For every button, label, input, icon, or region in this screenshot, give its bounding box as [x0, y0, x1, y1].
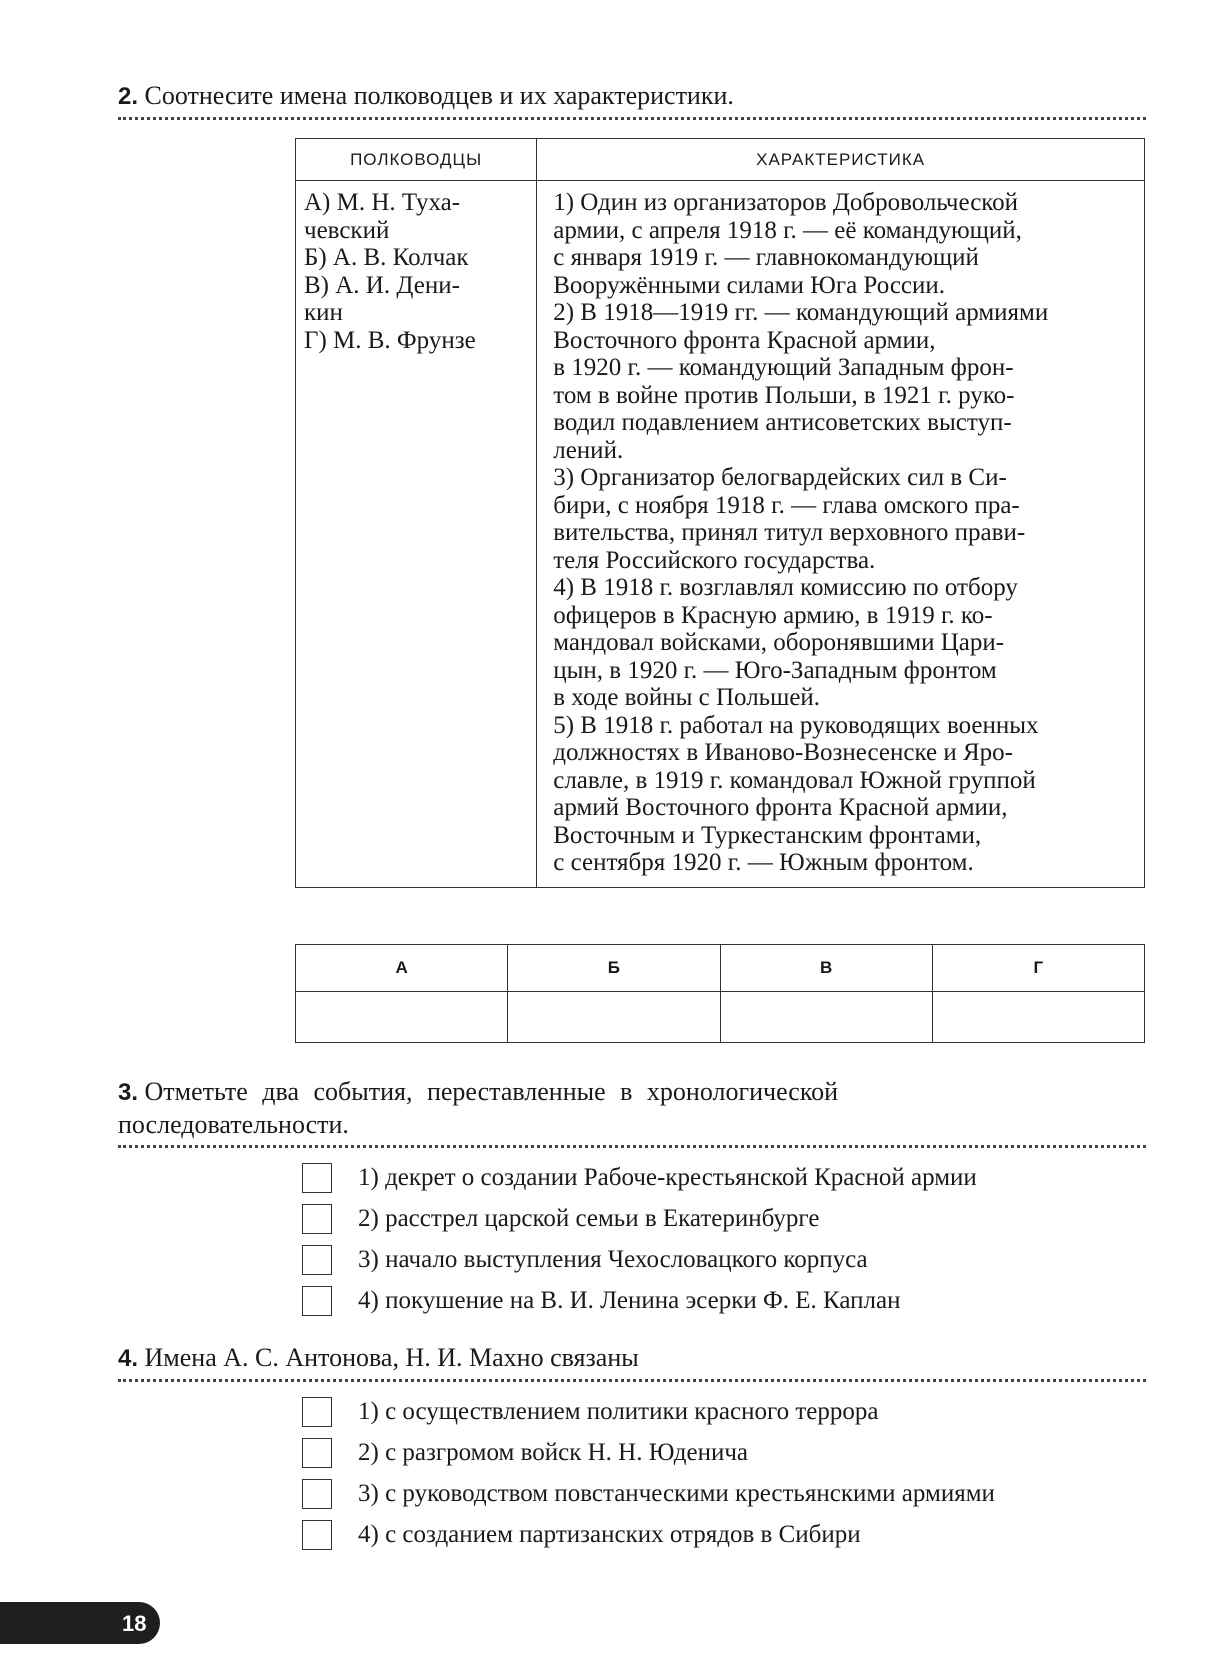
option-label: 2) с разгромом войск Н. Н. Юденича: [358, 1438, 749, 1466]
commander-line: кин: [304, 299, 343, 326]
characteristic-line: 5) В 1918 г. работал на руководящих военных: [553, 711, 1039, 739]
characteristic-line: цын, в 1920 г. — Юго-Западным фронтом: [553, 656, 997, 684]
task-3-options: [302, 1160, 977, 1318]
commanders-table: [295, 138, 1145, 888]
characteristic-line: том в войне против Польши, в 1921 г. руко-: [553, 381, 1015, 409]
task-2-text: Соотнесите имена полководцев и их характеристики.: [144, 81, 734, 110]
option-item: [302, 1242, 977, 1277]
task-2-number: 2.: [118, 83, 139, 110]
task-2-header: [118, 80, 1146, 120]
commander-line: Б) А. В. Колчак: [304, 244, 469, 271]
col-header-commanders: ПОЛКОВОДЦЫ: [296, 139, 537, 181]
characteristic-line: армий Восточного фронта Красной армии,: [553, 794, 1008, 821]
commander-line: Г) М. В. Фрунзе: [304, 326, 476, 354]
characteristic-line: бири, с ноября 1918 г. — глава омского пра-: [553, 491, 1020, 519]
task-3-text: Отметьте два события, переставленные в хронологической: [144, 1077, 839, 1106]
task-4-options: [302, 1394, 995, 1552]
characteristic-line: теля Российского государства.: [553, 546, 876, 574]
answer-header-v: В: [720, 945, 932, 992]
option-label: 1) с осуществлением политики красного террора: [358, 1397, 879, 1425]
task-3-number: 3.: [118, 1079, 139, 1106]
option-item: [302, 1476, 995, 1511]
characteristic-line: лений.: [553, 436, 624, 464]
task-3-line-2: последовательности.: [118, 1110, 349, 1139]
option-checkbox[interactable]: [302, 1479, 332, 1509]
answer-cell-a[interactable]: [296, 992, 508, 1043]
characteristic-line: 2) В 1918—1919 гг. — командующий армиями: [553, 299, 1049, 326]
option-item: [302, 1394, 995, 1429]
characteristic-line: должностях в Иваново-Вознесенске и Яро-: [553, 739, 1013, 766]
task-4-text: Имена А. С. Антонова, Н. И. Махно связаны: [144, 1343, 639, 1372]
characteristic-line: Вооружёнными силами Юга России.: [553, 271, 946, 299]
answer-header-g: Г: [932, 945, 1144, 992]
characteristic-line: с сентября 1920 г. — Южным фронтом.: [553, 849, 974, 876]
characteristic-line: водил подавлением антисоветских выступ-: [553, 409, 1012, 436]
col-header-characteristics: ХАРАКТЕРИСТИКА: [537, 139, 1145, 181]
commander-line: чевский: [304, 216, 390, 244]
characteristic-line: вительства, принял титул верховного прави-: [553, 519, 1026, 546]
commanders-cell: [296, 181, 537, 888]
option-checkbox[interactable]: [302, 1520, 332, 1550]
characteristic-line: офицеров в Красную армию, в 1919 г. ко-: [553, 601, 993, 629]
answer-cell-v[interactable]: [720, 992, 932, 1043]
task-3-prompt: [118, 1076, 1146, 1148]
characteristic-line: в ходе войны с Польшей.: [553, 684, 821, 711]
characteristic-line: Восточного фронта Красной армии,: [553, 326, 936, 354]
option-label: 4) с созданием партизанских отрядов в Сибири: [358, 1520, 861, 1548]
characteristic-line: в 1920 г. — командующий Западным фрон-: [553, 354, 1014, 381]
option-checkbox[interactable]: [302, 1163, 332, 1193]
option-label: 3) начало выступления Чехословацкого корпуса: [358, 1245, 868, 1273]
page-number: 18: [122, 1611, 147, 1636]
option-checkbox[interactable]: [302, 1438, 332, 1468]
option-checkbox[interactable]: [302, 1204, 332, 1234]
characteristics-cell: [537, 181, 1145, 888]
option-item: [302, 1160, 977, 1195]
option-label: 4) покушение на В. И. Ленина эсерки Ф. Е. Каплан: [358, 1286, 901, 1314]
option-checkbox[interactable]: [302, 1245, 332, 1275]
option-label: 3) с руководством повстанческими крестьянскими армиями: [358, 1479, 995, 1507]
task-4-number: 4.: [118, 1345, 139, 1372]
task-3-line-1: [118, 1076, 1146, 1109]
answer-table: [295, 944, 1145, 1043]
characteristic-line: 4) В 1918 г. возглавлял комиссию по отбору: [553, 574, 1018, 601]
option-item: [302, 1283, 977, 1318]
answer-header-b: Б: [508, 945, 720, 992]
task-2-prompt: [118, 80, 1146, 120]
characteristic-line: славле, в 1919 г. командовал Южной группой: [553, 766, 1036, 794]
option-item: [302, 1201, 977, 1236]
option-checkbox[interactable]: [302, 1286, 332, 1316]
commander-line: В) А. И. Дени-: [304, 271, 460, 299]
option-label: 2) расстрел царской семьи в Екатеринбурге: [358, 1204, 820, 1232]
task-3-header: [118, 1076, 1146, 1148]
answer-cell-b[interactable]: [508, 992, 720, 1043]
characteristic-line: Восточным и Туркестанским фронтами,: [553, 821, 982, 849]
answer-header-a: А: [296, 945, 508, 992]
characteristic-line: с января 1919 г. — главнокомандующий: [553, 244, 979, 271]
task-4-header: [118, 1342, 1146, 1382]
answer-cell-g[interactable]: [932, 992, 1144, 1043]
task-4-prompt: [118, 1342, 1146, 1382]
option-checkbox[interactable]: [302, 1397, 332, 1427]
characteristic-line: мандовал войсками, оборонявшими Цари-: [553, 629, 1005, 656]
commander-line: А) М. Н. Туха-: [304, 189, 461, 216]
option-item: [302, 1517, 995, 1552]
page-number-tab: [0, 1602, 160, 1644]
option-item: [302, 1435, 995, 1470]
characteristic-line: 3) Организатор белогвардейских сил в Си-: [553, 464, 1007, 491]
option-label: 1) декрет о создании Рабоче-крестьянской Красной армии: [358, 1163, 977, 1191]
characteristic-line: армии, с апреля 1918 г. — её командующий,: [553, 216, 1022, 244]
characteristic-line: 1) Один из организаторов Добровольческой: [553, 189, 1019, 216]
